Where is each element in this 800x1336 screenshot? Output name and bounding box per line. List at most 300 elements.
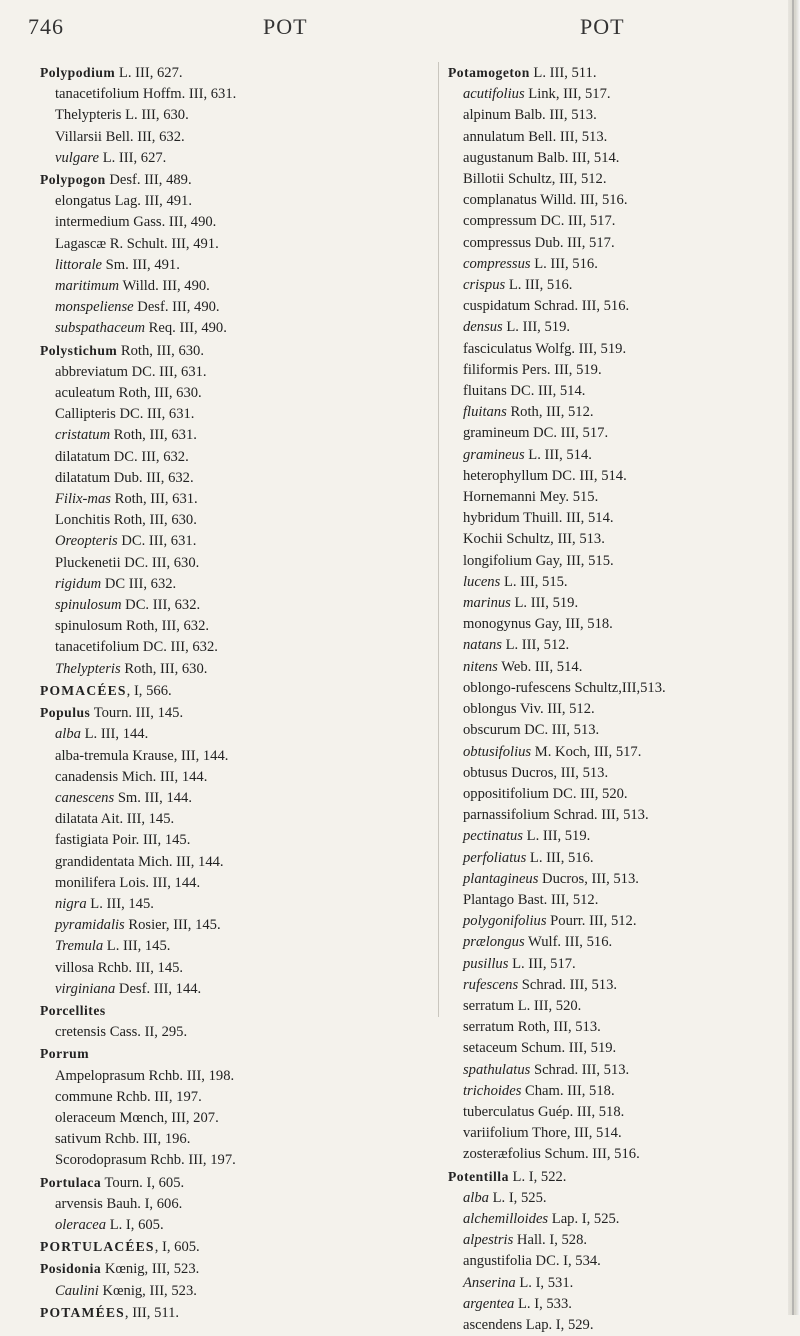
entry-reference: , I, 566.	[126, 682, 172, 699]
synonym-text: Thelypteris L. III, 630.	[55, 107, 189, 124]
synonym-text: sativum Rchb. III, 196.	[55, 1131, 191, 1148]
species-name: perfoliatus	[463, 849, 527, 866]
genus-name: Portulaca	[40, 1174, 102, 1190]
species-entry	[448, 1188, 798, 1209]
species-name: pusillus	[463, 955, 509, 972]
entry-reference: Willd. III, 490.	[119, 278, 210, 295]
species-entry	[40, 894, 430, 915]
synonym-entry	[448, 381, 798, 402]
species-name: fluitans	[463, 404, 507, 421]
species-entry	[448, 975, 798, 996]
entry-reference: Desf. III, 144.	[115, 980, 202, 997]
synonym-text: arvensis Bauh. I, 606.	[55, 1195, 183, 1212]
entry-reference: Hall. I, 528.	[513, 1232, 588, 1249]
species-entry	[448, 1209, 798, 1230]
genus-name: Porcellites	[40, 1002, 106, 1018]
synonym-entry	[40, 1194, 430, 1215]
species-name: Anserina	[463, 1274, 516, 1291]
entry-reference: L. III, 517.	[508, 955, 576, 972]
genus-entry	[40, 1172, 430, 1194]
synonym-text: abbreviatum DC. III, 631.	[55, 363, 207, 380]
entry-reference: Schrad. III, 513.	[518, 976, 618, 993]
synonym-text: spinulosum Roth, III, 632.	[55, 618, 210, 635]
synonym-entry	[448, 169, 798, 190]
synonym-entry	[448, 1315, 798, 1336]
species-name: oleracea	[55, 1216, 107, 1233]
species-entry	[448, 402, 798, 423]
entry-reference: L. III, 514.	[524, 446, 592, 463]
synonym-entry	[40, 1022, 430, 1043]
entry-reference: Roth, III, 512.	[506, 404, 594, 421]
synonym-entry	[40, 637, 430, 658]
synonym-entry	[40, 1066, 430, 1087]
species-name: Caulini	[55, 1282, 99, 1299]
species-entry	[448, 635, 798, 656]
species-entry	[448, 826, 798, 847]
entry-reference: Roth, III, 630.	[120, 660, 208, 677]
synonym-entry	[448, 508, 798, 529]
species-entry	[40, 659, 430, 680]
species-entry	[40, 297, 430, 318]
genus-entry	[40, 1000, 430, 1022]
entry-reference: Roth, III, 631.	[110, 491, 198, 508]
synonym-entry	[40, 1129, 430, 1150]
entry-reference: DC. III, 631.	[117, 533, 197, 550]
genus-entry	[448, 62, 798, 84]
species-name: spinulosum	[55, 597, 122, 614]
synonym-text: Hornemanni Mey. 515.	[463, 489, 599, 506]
synonym-entry	[40, 767, 430, 788]
species-entry	[40, 276, 430, 297]
entry-reference: Roth, III, 631.	[110, 427, 197, 444]
synonym-entry	[448, 890, 798, 911]
book-edge-line	[792, 0, 794, 1315]
species-entry	[448, 848, 798, 869]
entry-reference: Tourn. I, 605.	[101, 1174, 185, 1191]
synonym-entry	[448, 211, 798, 232]
genus-name: Polystichum	[40, 342, 118, 358]
family-name: PORTULACÉES	[40, 1239, 155, 1255]
synonym-text: Ampeloprasum Rchb. III, 198.	[55, 1067, 235, 1084]
species-name: Thelypteris	[55, 660, 121, 677]
entry-reference: M. Koch, III, 517.	[531, 743, 642, 760]
species-name: rufescens	[463, 976, 519, 993]
entry-reference: Req. III, 490.	[145, 320, 227, 337]
entry-reference: Wulf. III, 516.	[524, 934, 613, 951]
species-entry	[448, 84, 798, 105]
species-entry	[40, 595, 430, 616]
synonym-text: monilifera Lois. III, 144.	[55, 874, 201, 891]
synonym-text: cretensis Cass. II, 295.	[55, 1024, 188, 1041]
species-name: polygonifolius	[463, 913, 547, 930]
synonym-text: fluitans DC. III, 514.	[463, 383, 586, 400]
synonym-entry	[448, 1144, 798, 1165]
synonym-entry	[40, 127, 430, 148]
genus-entry	[40, 1043, 430, 1065]
synonym-entry	[40, 1087, 430, 1108]
synonym-text: serratum Roth, III, 513.	[463, 1019, 601, 1036]
synonym-text: alba-tremula Krause, III, 144.	[55, 747, 229, 764]
synonym-entry	[40, 852, 430, 873]
species-entry	[40, 915, 430, 936]
entry-reference: Kœnig, III, 523.	[98, 1282, 197, 1299]
synonym-text: serratum L. III, 520.	[463, 997, 582, 1014]
entry-reference: L. III, 627.	[115, 65, 183, 81]
species-name: subspathaceum	[55, 320, 145, 337]
species-entry	[40, 255, 430, 276]
species-name: densus	[463, 319, 503, 336]
species-name: Tremula	[55, 938, 104, 955]
synonym-entry	[448, 1102, 798, 1123]
synonym-entry	[448, 551, 798, 572]
entry-reference: L. III, 519.	[523, 828, 591, 845]
synonym-entry	[40, 404, 430, 425]
synonym-entry	[448, 614, 798, 635]
synonym-entry	[448, 720, 798, 741]
entry-reference: L. I, 522.	[508, 1168, 567, 1185]
synonym-entry	[40, 362, 430, 383]
synonym-text: obscurum DC. III, 513.	[463, 722, 600, 739]
synonym-text: Lonchitis Roth, III, 630.	[55, 512, 197, 529]
species-entry	[448, 742, 798, 763]
synonym-entry	[40, 746, 430, 767]
synonym-text: Villarsii Bell. III, 632.	[55, 128, 185, 145]
synonym-text: filiformis Pers. III, 519.	[463, 361, 602, 378]
synonym-entry	[448, 105, 798, 126]
species-entry	[448, 1081, 798, 1102]
species-entry	[448, 869, 798, 890]
species-entry	[448, 932, 798, 953]
entry-reference: Roth, III, 630.	[117, 342, 204, 359]
synonym-text: cuspidatum Schrad. III, 516.	[463, 298, 630, 315]
species-name: spathulatus	[463, 1061, 531, 1078]
entry-reference: , III, 511.	[124, 1304, 180, 1321]
species-entry	[40, 574, 430, 595]
synonym-entry	[448, 148, 798, 169]
species-entry	[40, 148, 430, 169]
genus-entry	[448, 1166, 798, 1188]
species-name: compressus	[463, 255, 531, 272]
entry-reference: L. III, 511.	[529, 65, 597, 81]
entry-reference: L. III, 516.	[526, 849, 594, 866]
synonym-text: ascendens Lap. I, 529.	[463, 1316, 594, 1333]
synonym-entry	[40, 105, 430, 126]
species-entry	[40, 531, 430, 552]
species-name: alchemilloides	[463, 1210, 549, 1227]
synonym-text: oblongus Viv. III, 512.	[463, 701, 595, 718]
entry-reference: Lap. I, 525.	[548, 1210, 620, 1227]
entry-reference: L. I, 605.	[106, 1216, 164, 1233]
genus-entry	[40, 1258, 430, 1280]
synonym-text: grandidentata Mich. III, 144.	[55, 853, 224, 870]
synonym-text: heterophyllum DC. III, 514.	[463, 467, 627, 484]
species-name: prælongus	[463, 934, 525, 951]
entry-reference: L. III, 144.	[80, 726, 149, 743]
synonym-text: hybridum Thuill. III, 514.	[463, 510, 614, 527]
entry-reference: Tourn. III, 145.	[90, 705, 184, 722]
species-entry	[448, 275, 798, 296]
synonym-entry	[448, 763, 798, 784]
entry-reference: , I, 605.	[154, 1239, 200, 1256]
entry-reference: L. III, 519.	[502, 319, 571, 336]
synonym-text: Callipteris DC. III, 631.	[55, 406, 195, 423]
species-name: rigidum	[55, 575, 102, 592]
entry-reference: L. I, 533.	[514, 1295, 572, 1312]
synonym-text: gramineum DC. III, 517.	[463, 425, 609, 442]
species-name: alba	[463, 1189, 489, 1206]
entry-reference: L. III, 519.	[510, 595, 579, 612]
synonym-text: dilatatum DC. III, 632.	[55, 448, 189, 465]
family-entry	[40, 680, 430, 702]
genus-name: Posidonia	[40, 1261, 102, 1277]
species-entry	[40, 425, 430, 446]
species-name: littorale	[55, 256, 103, 273]
species-entry	[448, 254, 798, 275]
column-divider	[438, 62, 439, 1017]
synonym-entry	[40, 383, 430, 404]
species-entry	[448, 954, 798, 975]
synonym-text: variifolium Thore, III, 514.	[463, 1125, 622, 1142]
synonym-text: Lagascæ R. Schult. III, 491.	[55, 235, 219, 252]
genus-name: Populus	[40, 705, 91, 721]
synonym-entry	[448, 529, 798, 550]
synonym-entry	[448, 190, 798, 211]
synonym-text: canadensis Mich. III, 144.	[55, 768, 208, 785]
family-entry	[40, 1236, 430, 1258]
entry-reference: DC III, 632.	[101, 575, 177, 592]
synonym-entry	[40, 191, 430, 212]
synonym-entry	[40, 510, 430, 531]
index-column-left	[40, 62, 430, 1324]
synonym-entry	[448, 360, 798, 381]
synonym-text: obtusus Ducros, III, 513.	[463, 764, 609, 781]
synonym-entry	[40, 1108, 430, 1129]
synonym-text: Plantago Bast. III, 512.	[463, 891, 599, 908]
species-name: nitens	[463, 658, 498, 675]
index-column-right	[448, 62, 798, 1336]
entry-reference: L. III, 145.	[86, 895, 154, 912]
synonym-entry	[448, 1017, 798, 1038]
species-name: virginiana	[55, 980, 116, 997]
synonym-text: setaceum Schum. III, 519.	[463, 1040, 617, 1057]
species-name: pectinatus	[463, 828, 523, 845]
entry-reference: Web. III, 514.	[497, 658, 583, 675]
synonym-entry	[40, 553, 430, 574]
synonym-text: aculeatum Roth, III, 630.	[55, 385, 202, 402]
synonym-text: monogynus Gay, III, 518.	[463, 616, 613, 633]
entry-reference: Desf. III, 490.	[133, 299, 220, 316]
species-name: plantagineus	[463, 870, 539, 887]
species-entry	[448, 1060, 798, 1081]
species-entry	[40, 318, 430, 339]
genus-entry	[40, 340, 430, 362]
synonym-entry	[40, 873, 430, 894]
entry-reference: L. III, 627.	[99, 149, 167, 166]
synonym-text: annulatum Bell. III, 513.	[463, 128, 608, 145]
species-entry	[448, 317, 798, 338]
species-name: gramineus	[463, 446, 525, 463]
synonym-entry	[448, 127, 798, 148]
species-name: canescens	[55, 789, 115, 806]
entry-reference: L. I, 531.	[515, 1274, 574, 1291]
species-entry	[40, 979, 430, 1000]
synonym-entry	[448, 296, 798, 317]
synonym-entry	[448, 466, 798, 487]
entry-reference: L. III, 515.	[500, 573, 568, 590]
species-entry	[448, 1294, 798, 1315]
page-number: 746	[28, 14, 64, 39]
synonym-text: tanacetifolium Hoffm. III, 631.	[55, 86, 237, 103]
genus-entry	[40, 702, 430, 724]
synonym-entry	[40, 84, 430, 105]
synonym-entry	[448, 784, 798, 805]
synonym-entry	[448, 339, 798, 360]
species-name: marinus	[463, 595, 511, 612]
entry-reference: Cham. III, 518.	[521, 1082, 615, 1099]
genus-entry	[40, 169, 430, 191]
synonym-entry	[448, 678, 798, 699]
running-head-right: POT	[580, 14, 625, 39]
synonym-text: dilatata Ait. III, 145.	[55, 811, 175, 828]
synonym-text: Kochii Schultz, III, 513.	[463, 531, 605, 548]
synonym-entry	[448, 423, 798, 444]
species-name: nigra	[55, 895, 87, 912]
species-name: alpestris	[463, 1232, 514, 1249]
species-entry	[448, 657, 798, 678]
species-entry	[40, 489, 430, 510]
synonym-text: tanacetifolium DC. III, 632.	[55, 639, 218, 656]
genus-name: Potamogeton	[448, 65, 530, 80]
book-page-edge	[788, 0, 800, 1315]
species-name: cristatum	[55, 427, 111, 444]
synonym-entry	[448, 996, 798, 1017]
synonym-entry	[448, 1123, 798, 1144]
synonym-entry	[448, 233, 798, 254]
synonym-entry	[40, 212, 430, 233]
entry-reference: Pourr. III, 512.	[546, 913, 637, 930]
entry-reference: Desf. III, 489.	[105, 172, 192, 189]
synonym-entry	[40, 447, 430, 468]
species-name: maritimum	[55, 278, 120, 295]
species-name: pyramidalis	[55, 917, 125, 934]
genus-name: Polypodium	[40, 65, 116, 80]
synonym-text: Pluckenetii DC. III, 630.	[55, 554, 200, 571]
synonym-text: parnassifolium Schrad. III, 513.	[463, 807, 649, 824]
synonym-text: intermedium Gass. III, 490.	[55, 214, 217, 231]
species-entry	[40, 724, 430, 745]
entry-reference: L. III, 512.	[501, 637, 570, 654]
synonym-entry	[448, 487, 798, 508]
entry-reference: Schrad. III, 513.	[530, 1061, 630, 1078]
species-name: natans	[463, 637, 502, 654]
species-name: argentea	[463, 1295, 515, 1312]
synonym-text: villosa Rchb. III, 145.	[55, 959, 184, 976]
synonym-entry	[40, 1150, 430, 1171]
species-name: Oreopteris	[55, 533, 118, 550]
species-entry	[448, 1273, 798, 1294]
species-name: alba	[55, 726, 81, 743]
synonym-text: dilatatum Dub. III, 632.	[55, 469, 194, 486]
entry-reference: Kœnig, III, 523.	[101, 1261, 200, 1278]
species-name: Filix-mas	[55, 491, 111, 508]
species-entry	[40, 1281, 430, 1302]
genus-name: Potentilla	[448, 1168, 509, 1184]
synonym-text: alpinum Balb. III, 513.	[463, 107, 597, 124]
species-name: lucens	[463, 573, 501, 590]
species-entry	[448, 572, 798, 593]
synonym-entry	[40, 234, 430, 255]
synonym-entry	[448, 699, 798, 720]
species-entry	[448, 1230, 798, 1251]
entry-reference: L. I, 525.	[488, 1189, 547, 1206]
running-head-left: POT	[263, 14, 308, 39]
species-name: crispus	[463, 277, 506, 294]
synonym-entry	[40, 958, 430, 979]
synonym-entry	[40, 830, 430, 851]
family-entry	[40, 1302, 430, 1324]
species-name: acutifolius	[463, 86, 525, 103]
entry-reference: L. III, 516.	[505, 277, 573, 294]
synonym-text: elongatus Lag. III, 491.	[55, 193, 192, 210]
family-name: POMACÉES	[40, 682, 127, 698]
family-name: POTAMÉES	[40, 1304, 125, 1320]
synonym-text: oblongo-rufescens Schultz,III,513.	[463, 679, 666, 696]
species-entry	[448, 593, 798, 614]
entry-reference: L. III, 145.	[103, 938, 171, 955]
synonym-text: zosteræfolius Schum. III, 516.	[463, 1146, 640, 1163]
entry-reference: DC. III, 632.	[121, 597, 201, 614]
entry-reference: Sm. III, 144.	[114, 789, 193, 806]
synonym-text: compressus Dub. III, 517.	[463, 234, 615, 251]
synonym-text: oppositifolium DC. III, 520.	[463, 785, 628, 802]
species-name: vulgare	[55, 149, 100, 166]
synonym-text: augustanum Balb. III, 514.	[463, 149, 620, 166]
species-entry	[448, 911, 798, 932]
species-name: obtusifolius	[463, 743, 532, 760]
genus-name: Polypogon	[40, 172, 106, 188]
entry-reference: Sm. III, 491.	[102, 256, 180, 273]
species-entry	[40, 788, 430, 809]
synonym-entry	[40, 616, 430, 637]
synonym-text: oleraceum Mœnch, III, 207.	[55, 1109, 219, 1126]
species-entry	[40, 1215, 430, 1236]
synonym-text: fastigiata Poir. III, 145.	[55, 832, 191, 849]
species-entry	[40, 936, 430, 957]
synonym-entry	[40, 468, 430, 489]
species-name: trichoides	[463, 1082, 522, 1099]
synonym-text: longifolium Gay, III, 515.	[463, 552, 614, 569]
synonym-text: angustifolia DC. I, 534.	[463, 1253, 601, 1270]
synonym-entry	[448, 1251, 798, 1272]
synonym-text: Billotii Schultz, III, 512.	[463, 171, 607, 188]
synonym-text: compressum DC. III, 517.	[463, 213, 616, 230]
synonym-text: tuberculatus Guép. III, 518.	[463, 1103, 625, 1120]
synonym-text: commune Rchb. III, 197.	[55, 1088, 202, 1105]
genus-name: Porrum	[40, 1046, 90, 1062]
synonym-text: fasciculatus Wolfg. III, 519.	[463, 340, 627, 357]
synonym-text: complanatus Willd. III, 516.	[463, 192, 628, 209]
synonym-entry	[448, 1038, 798, 1059]
species-entry	[448, 445, 798, 466]
synonym-entry	[40, 809, 430, 830]
synonym-entry	[448, 805, 798, 826]
entry-reference: Link, III, 517.	[524, 86, 611, 103]
genus-entry	[40, 62, 430, 84]
entry-reference: Ducros, III, 513.	[538, 870, 639, 887]
entry-reference: Rosier, III, 145.	[124, 917, 221, 934]
synonym-text: Scorodoprasum Rchb. III, 197.	[55, 1152, 236, 1169]
entry-reference: L. III, 516.	[530, 255, 598, 272]
